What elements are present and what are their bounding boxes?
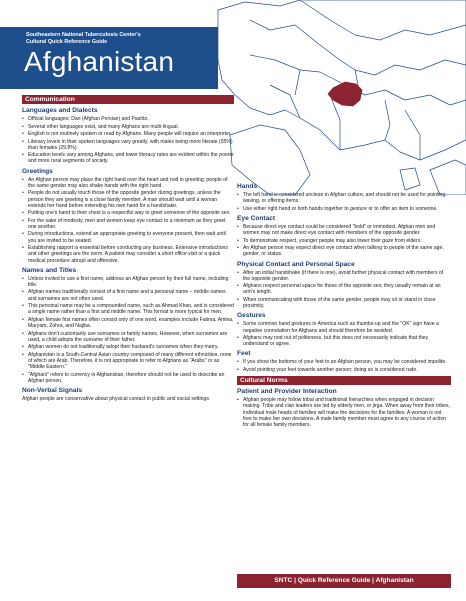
- list-item: • For the sake of modesty, men and women keep eye contact to a minimum as they greet one another.: [22, 218, 234, 230]
- physical-contact-list: [237, 270, 451, 310]
- left-column: [22, 95, 234, 402]
- feet-title: Feet: [237, 350, 251, 358]
- list-item: • "Afghani" refers to currency in Afghanistan, therefore should not be used to describe an Afghan person.: [22, 372, 234, 384]
- eye-contact-title: Eye Contact: [237, 214, 276, 222]
- right-column: [237, 183, 451, 429]
- list-item: • Avoid pointing your feet towards another person; doing so is considered rude.: [237, 367, 451, 373]
- names-title: Names and Titles: [22, 266, 77, 274]
- nonverbal-text: Afghan people are conservative about physical contact in public and social settings.: [22, 396, 211, 403]
- patient-provider-list: [237, 397, 451, 428]
- feet-list: [237, 359, 451, 373]
- gestures-list: [237, 321, 451, 347]
- list-item: • Putting one's hand to their chest is a respectful way to greet someone of the opposite sex.: [22, 210, 234, 216]
- list-item: • Establishing rapport is essential before conducting any business. Extensive introductions and other greetings are the norm. A patient may consider a short office visit or a quick medical procedure abrupt and offensive.: [22, 245, 234, 264]
- page-title: Afghanistan: [24, 46, 175, 77]
- list-item: • Afghan names traditionally consist of a first name and a personal name – middle names and surnames are not often used.: [22, 289, 234, 301]
- list-item: • Afghanistan is a South-Central Asian country composed of many different ethnicities, none of which are Arab. Therefore, it is not appropriate to refer to Afghans as "Arabs" or as "Middle Eastern.": [22, 352, 234, 371]
- section-communication: Communication: [22, 95, 234, 104]
- list-item: • Afghan female first names often consist only of one word, examples include Fatima, Amina, Maryam, Zohra, and Najiba.: [22, 317, 234, 329]
- list-item: • Unless invited to use a first name, address an Afghan person by their full name, including title.: [22, 276, 234, 288]
- list-item: • Afghan women do not traditionally adopt their husband's surnames when they marry.: [22, 344, 234, 350]
- languages-list: [22, 116, 234, 165]
- list-item: • To demonstrate respect, younger people may also lower their gaze from elders.: [237, 238, 451, 244]
- list-item: • Afghans don't customarily use surnames or family names. However, when surnames are used, a child adopts the surname of their father.: [22, 331, 234, 343]
- list-item: • Use either right hand or both hands together to gesture or to offer an item to someone.: [237, 206, 451, 212]
- patient-provider-title: Patient and Provider Interaction: [237, 388, 337, 396]
- physical-contact-title: Physical Contact and Personal Space: [237, 260, 355, 268]
- eye-contact-list: [237, 224, 451, 258]
- names-list: [22, 276, 234, 384]
- hands-title: Hands: [237, 183, 258, 190]
- greetings-title: Greetings: [22, 167, 53, 175]
- list-item: • When communicating with those of the same gender, people may sit or stand in close proximity.: [237, 297, 451, 309]
- list-item: • Literacy levels in their spoken languages vary greatly, with males being more literate (55%) than females (29.8%).: [22, 139, 234, 151]
- list-item: • If you show the bottoms of your feet to an Afghan person, you may be considered impolite.: [237, 359, 451, 365]
- languages-title: Languages and Dialects: [22, 107, 98, 114]
- list-item: • Education levels vary among Afghans, and lower literacy rates are evident within the poorer and more rural segments of society.: [22, 152, 234, 164]
- list-item: • English is not routinely spoken or read by Afghans. Many people will require an interpreter.: [22, 131, 234, 137]
- list-item: • An Afghan person may place the right hand over the heart and nod in greeting; people of the same gender may also shake hands with the right hand.: [22, 177, 234, 189]
- gestures-title: Gestures: [237, 312, 266, 320]
- list-item: • Several other languages exist, and many Afghans are multi-lingual.: [22, 124, 234, 130]
- list-item: • During introductions, extend an appropriate greeting to everyone present, then wait until you are invited to be seated.: [22, 231, 234, 243]
- list-item: • Because direct eye contact could be considered "bold" or immodest, Afghan men and women may not make direct eye contact with members of the opposite gender.: [237, 224, 451, 236]
- list-item: • People do not usually touch those of the opposite gender during greetings, unless the person they are greeting is a close family member. A man should wait until a woman extends her hand before extending his own hand for a handshake.: [22, 190, 234, 209]
- org-name: Southeastern National Tuberculosis Center's Cultural Quick Reference Guide: [26, 32, 141, 45]
- list-item: • An Afghan person may expect direct eye contact when talking to people of the same age, gender, or status.: [237, 245, 451, 257]
- section-cultural-norms: Cultural Norms: [237, 376, 451, 385]
- list-item: • This personal name may be a compounded name, such as Ahmad Khan, and is considered a single name rather than a first and middle name. This format is more typical for men.: [22, 303, 234, 315]
- list-item: • Some common hand gestures in America such as thumbs-up and the "OK" sign have a negative connotation for Afghans and should therefore be avoided.: [237, 321, 451, 333]
- footer-bar: SNTC | Quick Reference Guide | Afghanistan: [237, 574, 451, 588]
- list-item: • Afghans may nod out of politeness, but this does not necessarily indicate that they understand or agree.: [237, 335, 451, 347]
- list-item: • Official languages: Dari (Afghan Persian) and Pashto.: [22, 116, 234, 122]
- greetings-list: [22, 177, 234, 264]
- list-item: • The left hand is considered unclean in Afghan culture, and should not be used for pointing, waving, or offering items.: [237, 192, 451, 204]
- list-item: • After an initial handshake (if there is one), avoid further physical contact with members of the opposite gender.: [237, 270, 451, 282]
- nonverbal-title: Non-Verbal Signals: [22, 387, 83, 395]
- list-item: • Afghans respect personal space for those of the opposite sex; they usually remain at an arm's length.: [237, 283, 451, 295]
- hands-list: [237, 192, 451, 212]
- list-item: • Afghan people may follow tribal and traditional hierarchies when engaged in decision making. Tribe and clan leaders are led by elderly men, or jirga. When away from their tribes, individual male heads of families will make the decisions for the families. A woman is not free to make her own decisions. A male family member must agree to any course of action for all female family members.: [237, 397, 451, 428]
